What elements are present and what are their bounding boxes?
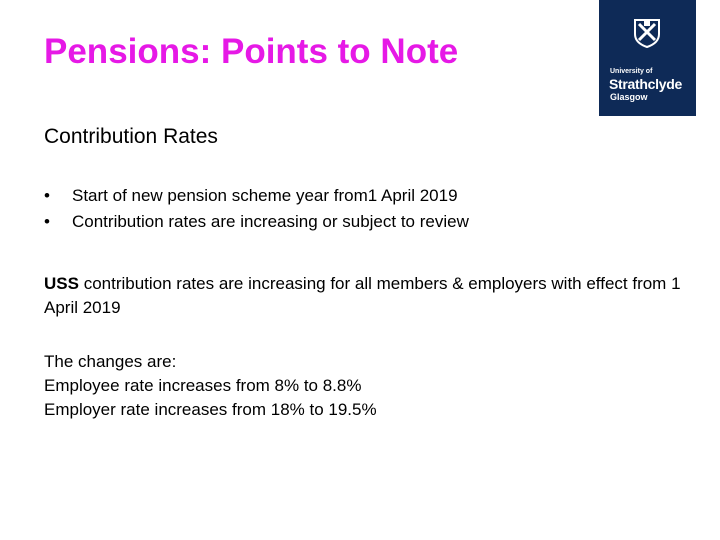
logo-line-glasgow: Glasgow — [610, 92, 648, 102]
uss-label: USS — [44, 274, 79, 293]
bullet-icon: • — [44, 186, 50, 205]
bullet-item — [44, 209, 469, 235]
bullet-text: Start of new pension scheme year from1 April 2019 — [72, 186, 458, 205]
changes-intro: The changes are: — [44, 352, 177, 371]
bullet-list — [44, 183, 469, 235]
logo-line-strathclyde: Strathclyde — [609, 76, 682, 92]
employee-change: Employee rate increases from 8% to 8.8% — [44, 376, 362, 395]
uss-paragraph — [44, 272, 694, 320]
section-heading: Contribution Rates — [44, 125, 218, 148]
university-logo — [599, 0, 696, 116]
bullet-item — [44, 183, 469, 209]
bullet-text: Contribution rates are increasing or subject to review — [72, 212, 469, 231]
uss-text: contribution rates are increasing for all members & employers with effect from 1 April 2019 — [44, 274, 681, 317]
logo-line-university-of: University of — [610, 68, 653, 75]
employer-change: Employer rate increases from 18% to 19.5% — [44, 400, 377, 419]
slide-title: Pensions: Points to Note — [44, 32, 459, 71]
changes-paragraph — [44, 350, 694, 422]
university-crest-icon — [633, 18, 661, 48]
bullet-icon: • — [44, 212, 50, 231]
